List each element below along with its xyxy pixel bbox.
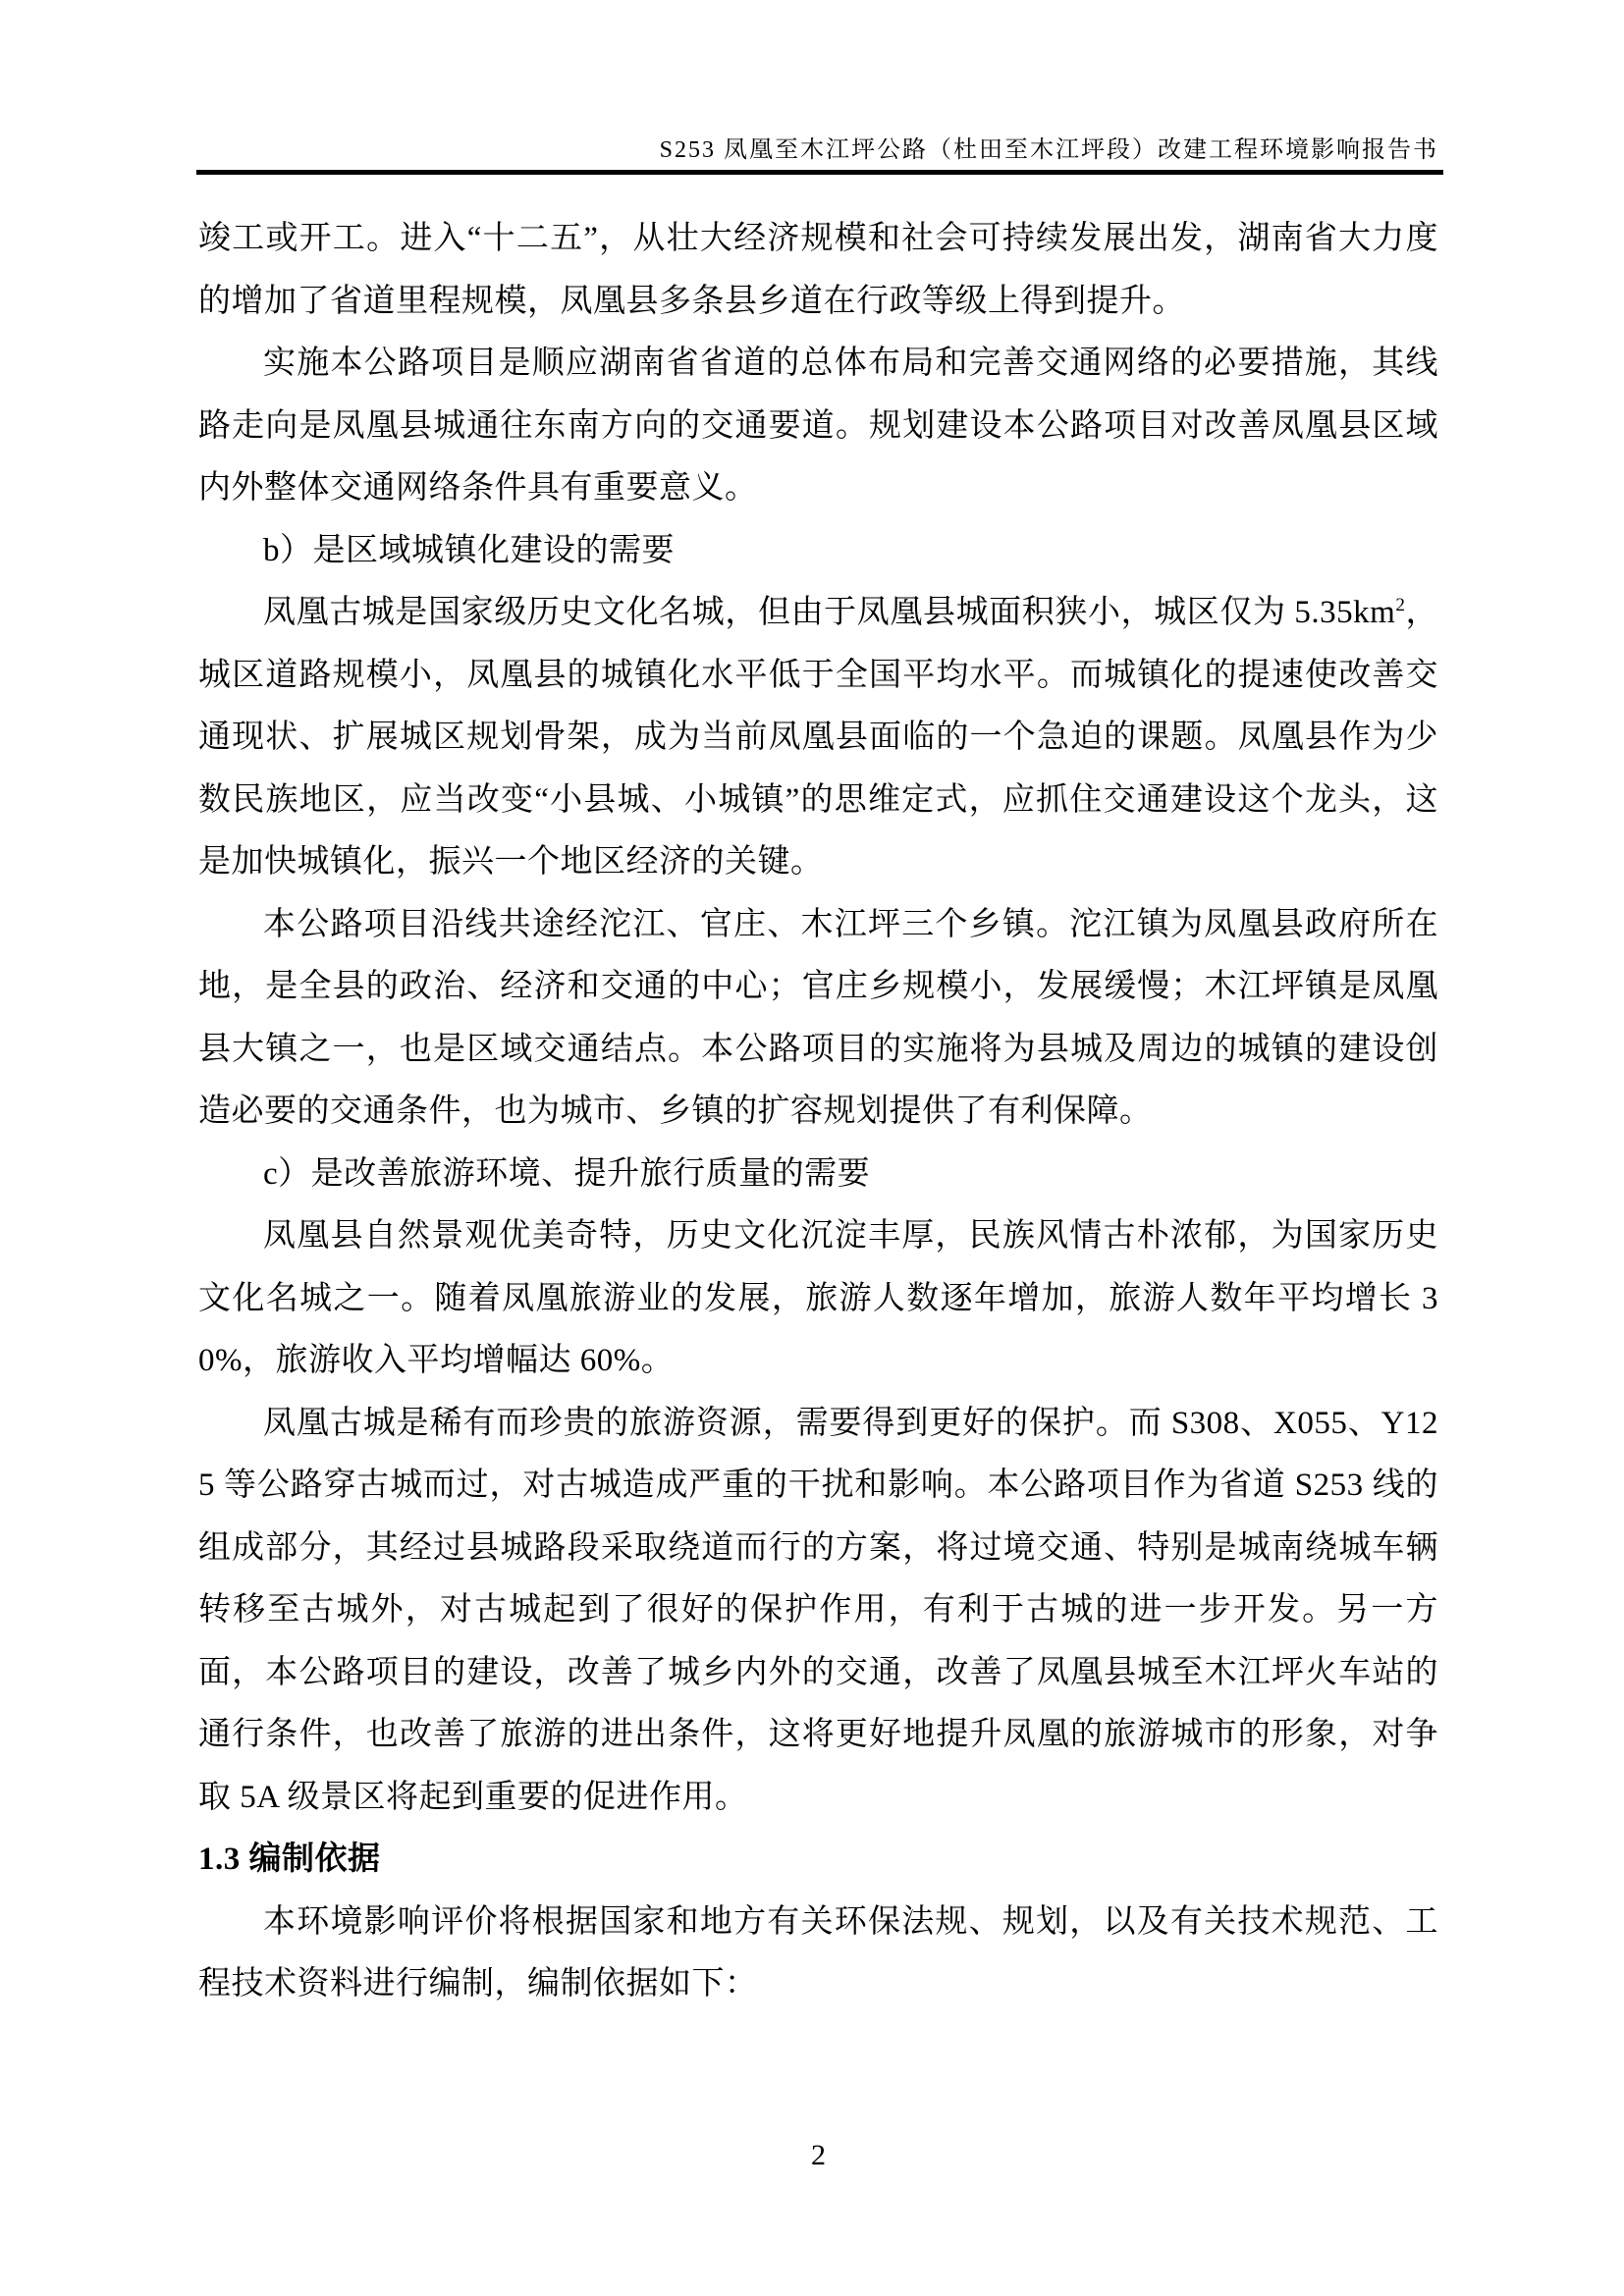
body-paragraph: 凤凰古城是国家级历史文化名城，但由于凤凰县城面积狭小，城区仅为 $5.35km^2$，城区道路规模小，凤凰县的城镇化水平低于全国平均水平。而城镇化的提速使改善交通现状、扩展城区规划骨架，成为当前凤凰县面临的一个急迫的课题。凤凰县作为少数民族地区，应当改变“小县城、小城镇”的思维定式，应抓住交通建设这个龙头，这是加快城镇化，振兴一个地区经济的关键。	[198, 595, 1439, 880]
page-footer	[198, 2136, 1438, 2175]
body-paragraph: 本公路项目沿线共途经沱江、官庄、木江坪三个乡镇。沱江镇为凤凰县政府所在地，是全县的政治、经济和交通的中心；官庄乡规模小，发展缓慢；木江坪镇是凤凰县大镇之一，也是区域交通结点。本公路项目的实施将为县城及周边的城镇的建设创造必要的交通条件，也为城市、乡镇的扩容规划提供了有利保障。	[198, 906, 1438, 1129]
page-number: 2	[811, 2139, 826, 2171]
body-paragraph: b）是区域城镇化建设的需要	[263, 532, 675, 568]
body-paragraph: 实施本公路项目是顺应湖南省省道的总体布局和完善交通网络的必要措施，其线路走向是凤凰县城通往东南方向的交通要道。规划建设本公路项目对改善凤凰县区域内外整体交通网络条件具有重要意义。	[198, 346, 1438, 506]
body-paragraph: 竣工或开工。进入“十二五”，从壮大经济规模和社会可持续发展出发，湖南省大力度的增加了省道里程规模，凤凰县多条县乡道在行政等级上得到提升。	[198, 221, 1438, 319]
body-paragraph: 凤凰县自然景观优美奇特，历史文化沉淀丰厚，民族风情古朴浓郁，为国家历史文化名城之一。随着凤凰旅游业的发展，旅游人数逐年增加，旅游人数年平均增长 30%，旅游收入平均增幅达 60%。	[198, 1218, 1438, 1378]
document-body	[198, 208, 1438, 2016]
body-paragraph: 本环境影响评价将根据国家和地方有关环保法规、规划，以及有关技术规范、工程技术资料进行编制，编制依据如下：	[198, 1903, 1438, 2002]
body-paragraph: c）是改善旅游环境、提升旅行质量的需要	[263, 1155, 871, 1192]
header-rule	[196, 170, 1443, 175]
body-paragraph: 凤凰古城是稀有而珍贵的旅游资源，需要得到更好的保护。而 S308、X055、Y125 等公路穿古城而过，对古城造成严重的干扰和影响。本公路项目作为省道 S253 线的组成部分，其经过县城路段采取绕道而行的方案，将过境交通、特别是城南绕城车辆转移至古城外，对古城起到了很好的保护作用，有利于古城的进一步开发。另一方面，本公路项目的建设，改善了城乡内外的交通，改善了凤凰县城至木江坪火车站的通行条件，也改善了旅游的进出条件，这将更好地提升凤凰的旅游城市的形象，对争取 5A 级景区将起到重要的促进作用。	[198, 1405, 1438, 1815]
section-heading: 1.3 编制依据	[198, 1842, 381, 1877]
page-header-title: S253 凤凰至木江坪公路（杜田至木江坪段）改建工程环境影响报告书	[659, 137, 1438, 163]
